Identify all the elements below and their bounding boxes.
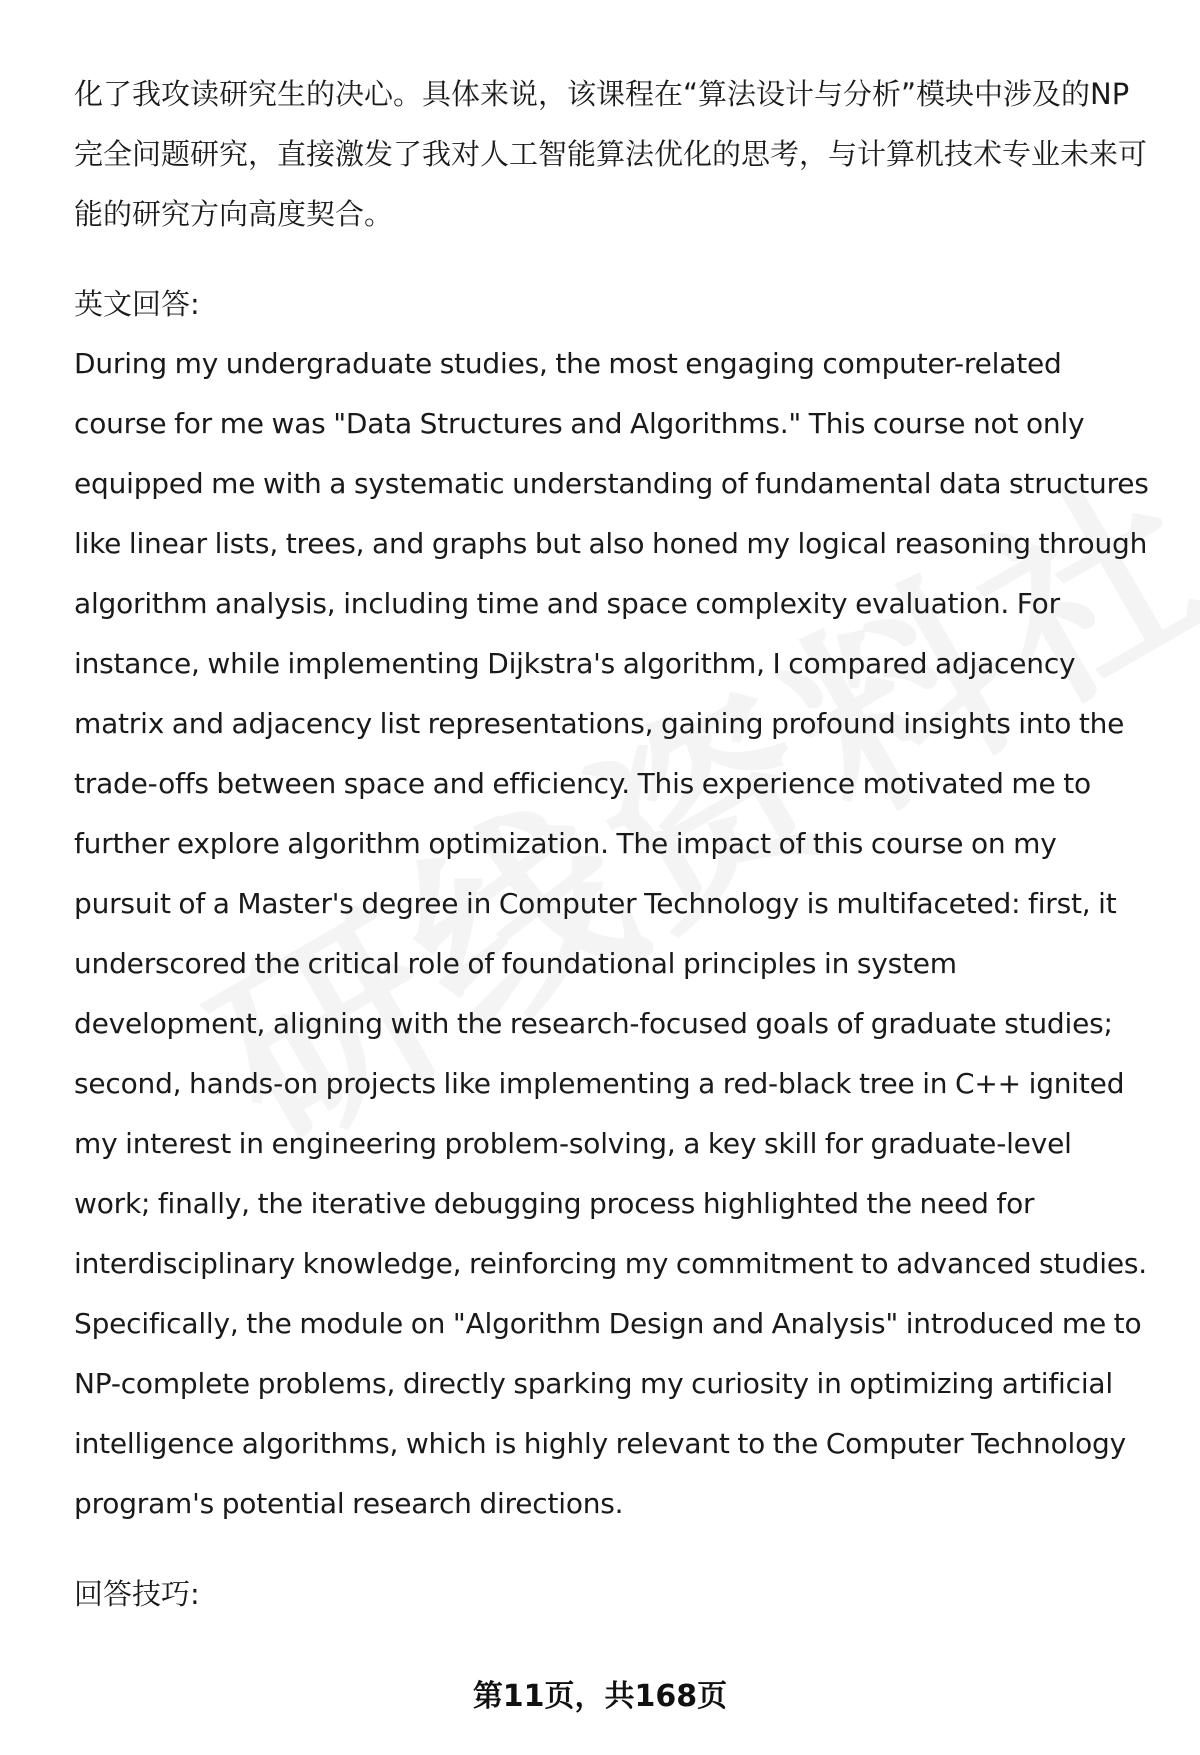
chinese-paragraph: 化了我攻读研究生的决心。具体来说，该课程在“算法设计与分析”模块中涉及的NP完全问题研究，直接激发了我对人工智能算法优化的思考，与计算机技术专业未来可能的研究方向高度契合。: [74, 77, 1148, 231]
english-answer-label: 英文回答:: [74, 287, 200, 321]
english-answer-paragraph: During my undergraduate studies, the most engaging computer-related course for me was "Data Structures and Algorithms." This course not only equipped me with a systematic understanding of fundamental data structures like linear lists, trees, and graphs but also honed my logical reasoning through algorithm analysis, including time and space complexity evaluation. For instance, while implementing Dijkstra's algorithm, I compared adjacency matrix and adjacency list representations, gaining profound insights into the trade-offs between space and efficiency. This experience motivated me to further explore algorithm optimization. The impact of this course on my pursuit of a Master's degree in Computer Technology is multifaceted: first, it underscored the critical role of foundational principles in system development, aligning with the research-focused goals of graduate studies; second, hands-on projects like implementing a red-black tree in C++ ignited my interest in engineering problem-solving, a key skill for graduate-level work; finally, the iterative debugging process highlighted the need for interdisciplinary knowledge, reinforcing my commitment to advanced studies. Specifically, the module on "Algorithm Design and Analysis" introduced me to NP-complete problems, directly sparking my curiosity in optimizing artificial intelligence algorithms, which is highly relevant to the Computer Technology program's potential research directions.: [74, 347, 1149, 1520]
page-number-footer: 第11页，共168页: [472, 1679, 728, 1714]
answer-tips-label: 回答技巧:: [74, 1577, 200, 1611]
document-body: [74, 64, 1154, 1624]
